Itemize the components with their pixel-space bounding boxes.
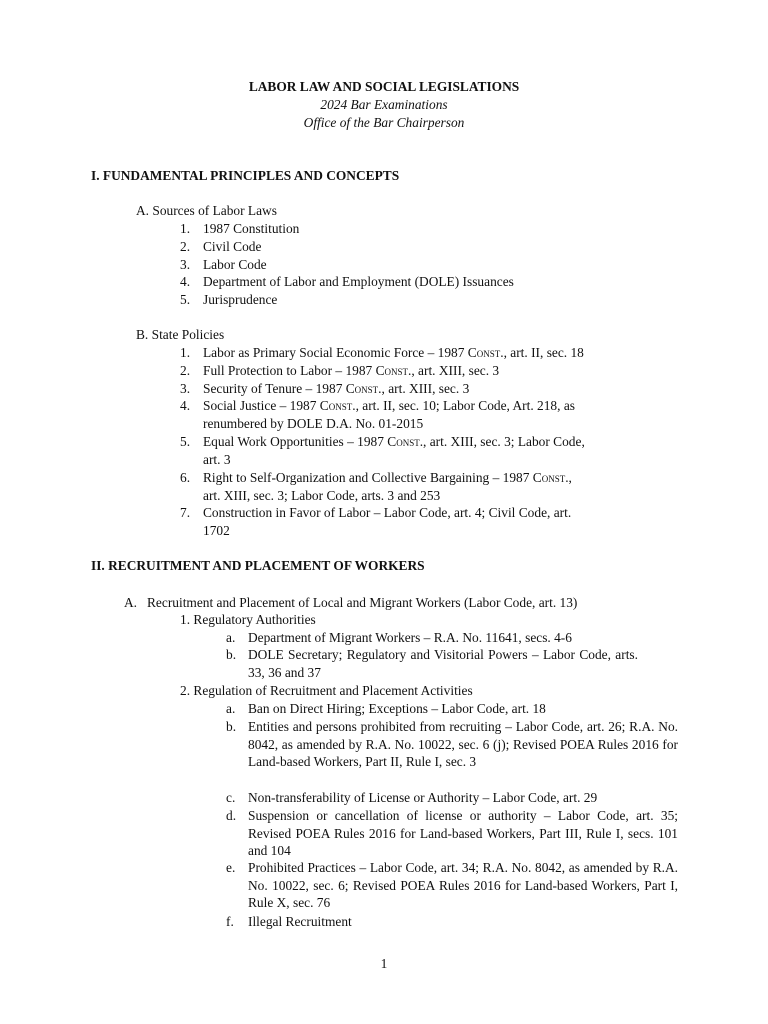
section-heading: II. RECRUITMENT AND PLACEMENT OF WORKERS <box>91 558 425 573</box>
list-item-continuation: art. 3 <box>203 452 231 467</box>
list-number: 5. <box>180 434 191 449</box>
list-item: Social Justice – 1987 Const., art. II, sec. 10; Labor Code, Art. 218, as <box>203 398 575 413</box>
list-number: 4. <box>180 398 191 413</box>
subsection-heading: Recruitment and Placement of Local and Migrant Workers (Labor Code, art. 13) <box>147 595 578 610</box>
list-number: 2. <box>180 363 191 378</box>
document-subtitle: 2024 Bar Examinations <box>320 97 448 112</box>
list-number: 7. <box>180 505 191 520</box>
list-item: Suspension or cancellation of license or authority – Labor Code, art. 35; Revised POEA Rules 2016 for Land-based Workers, Part III, Rule I, secs. 101 and 104 <box>248 808 678 859</box>
subsection-number: A. <box>124 595 138 610</box>
list-item: Right to Self-Organization and Collective Bargaining – 1987 Const., <box>203 470 572 485</box>
list-letter: a. <box>226 630 236 645</box>
list-number: 6. <box>180 470 191 485</box>
list-item: Prohibited Practices – Labor Code, art. 34; R.A. No. 8042, as amended by R.A. No. 10022, sec. 6; Revised POEA Rules 2016 for Land-based Workers, Part I, Rule X, sec. 76 <box>248 860 678 911</box>
list-number: 4. <box>180 274 191 289</box>
list-item: Department of Migrant Workers – R.A. No. 11641, secs. 4-6 <box>248 630 572 645</box>
list-number: 1. <box>180 345 191 360</box>
list-item: Security of Tenure – 1987 Const., art. XIII, sec. 3 <box>203 381 470 396</box>
list-item-continuation: renumbered by DOLE D.A. No. 01-2015 <box>203 416 424 431</box>
subsection-heading: A. Sources of Labor Laws <box>136 203 277 218</box>
list-item-continuation: 1702 <box>203 523 230 538</box>
list-letter: a. <box>226 701 236 716</box>
list-item: Construction in Favor of Labor – Labor Code, art. 4; Civil Code, art. <box>203 505 572 520</box>
list-item: Illegal Recruitment <box>248 914 352 929</box>
list-letter: b. <box>226 647 237 662</box>
list-item: Labor as Primary Social Economic Force – 1987 Const., art. II, sec. 18 <box>203 345 584 360</box>
list-letter: f. <box>226 914 234 929</box>
subsection-heading: B. State Policies <box>136 327 225 342</box>
subsubsection-heading: 2. Regulation of Recruitment and Placement Activities <box>180 683 473 698</box>
list-item: 1987 Constitution <box>203 221 300 236</box>
list-item: Labor Code <box>203 257 267 272</box>
subsubsection-heading: 1. Regulatory Authorities <box>180 612 316 627</box>
list-number: 3. <box>180 257 191 272</box>
list-number: 2. <box>180 239 191 254</box>
list-item: DOLE Secretary; Regulatory and Visitorial Powers – Labor Code, arts. 33, 36 and 37 <box>248 647 638 680</box>
list-item: Jurisprudence <box>203 292 278 307</box>
list-number: 3. <box>180 381 191 396</box>
list-item: Entities and persons prohibited from recruiting – Labor Code, art. 26; R.A. No. 8042, as amended by R.A. No. 10022, sec. 6 (j); Revised POEA Rules 2016 for Land-based Workers, Part II, Rule I, sec. 3 <box>248 719 678 770</box>
list-number: 1. <box>180 221 191 236</box>
list-letter: e. <box>226 860 236 875</box>
page-number: 1 <box>380 956 388 971</box>
section-heading: I. FUNDAMENTAL PRINCIPLES AND CONCEPTS <box>91 168 400 183</box>
list-number: 5. <box>180 292 191 307</box>
list-item: Department of Labor and Employment (DOLE) Issuances <box>203 274 514 289</box>
list-letter: b. <box>226 719 237 734</box>
document-office: Office of the Bar Chairperson <box>303 115 465 130</box>
list-letter: c. <box>226 790 236 805</box>
list-item: Ban on Direct Hiring; Exceptions – Labor Code, art. 18 <box>248 701 546 716</box>
list-item: Non-transferability of License or Authority – Labor Code, art. 29 <box>248 790 598 805</box>
list-letter: d. <box>226 808 237 823</box>
list-item-continuation: art. XIII, sec. 3; Labor Code, arts. 3 and 253 <box>203 488 441 503</box>
list-item: Equal Work Opportunities – 1987 Const., art. XIII, sec. 3; Labor Code, <box>203 434 585 449</box>
document-title: LABOR LAW AND SOCIAL LEGISLATIONS <box>248 79 520 94</box>
list-item: Civil Code <box>203 239 262 254</box>
list-item: Full Protection to Labor – 1987 Const., art. XIII, sec. 3 <box>203 363 500 378</box>
